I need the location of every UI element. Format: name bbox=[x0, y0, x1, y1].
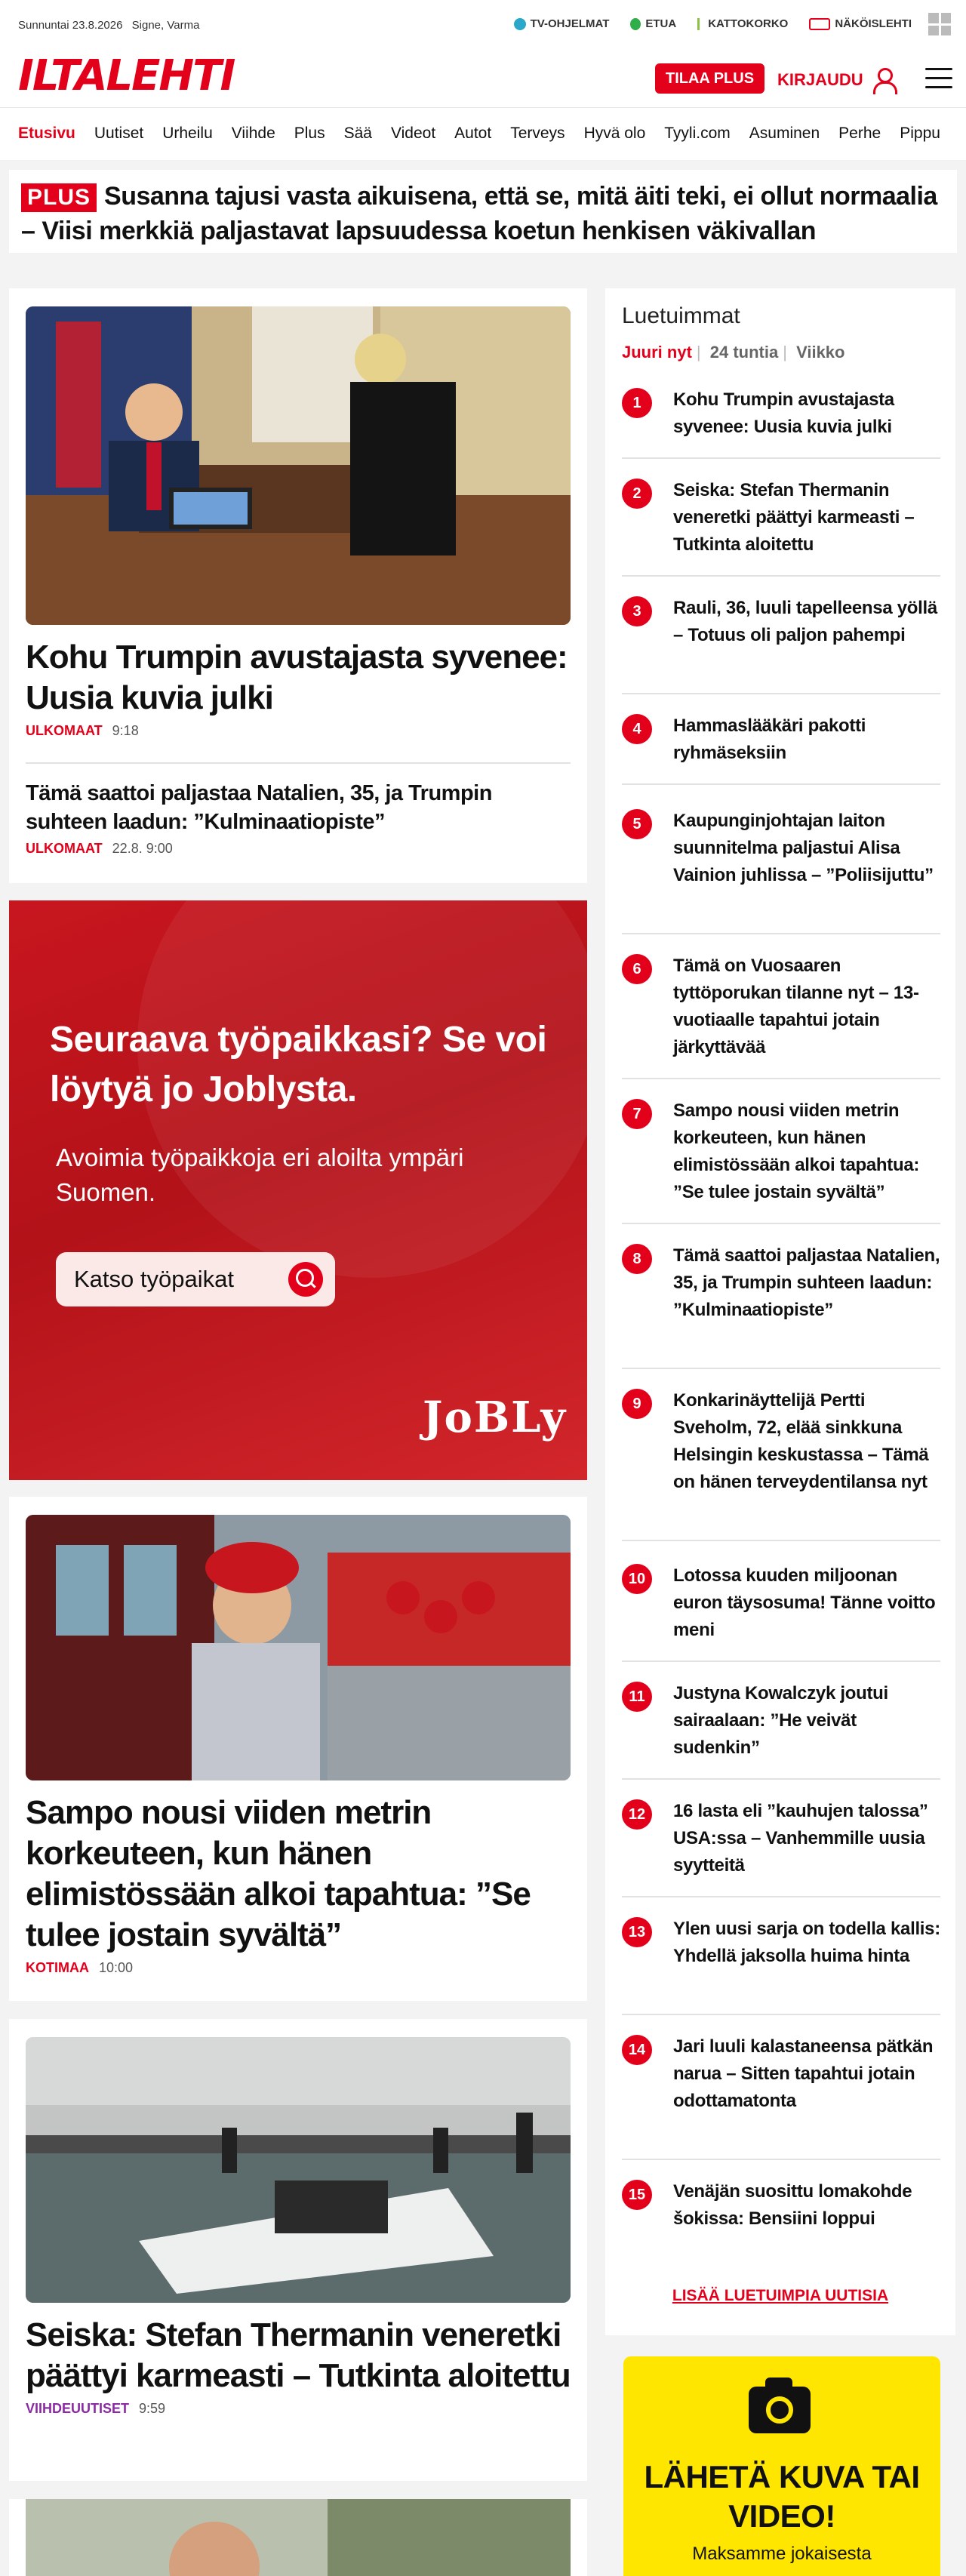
rank-number: 14 bbox=[622, 2035, 652, 2065]
article-card-trump[interactable] bbox=[9, 288, 587, 883]
divider bbox=[622, 693, 940, 694]
divider bbox=[622, 457, 940, 459]
brand-logo[interactable]: ILTALEHTI bbox=[18, 51, 235, 100]
most-read-title: Hammaslääkäri pakotti ryhmäseksiin bbox=[673, 716, 866, 763]
article-time: 10:00 bbox=[99, 1960, 134, 1975]
more-most-read-link[interactable]: LISÄÄ LUETUIMPIA UUTISIA bbox=[672, 2287, 889, 2304]
article-title[interactable]: Sampo nousi viiden metrin korkeuteen, kun hänen elimistössään alkoi tapahtua: ”Se tulee jostain syvältä” bbox=[26, 1794, 531, 1953]
oval-office-photo bbox=[26, 306, 571, 625]
most-read-title: Venäjän suosittu lomakohde šokissa: Bensiini loppui bbox=[673, 2181, 912, 2229]
article-category[interactable]: KOTIMAA bbox=[26, 1960, 89, 1975]
link-nakoislehti[interactable]: NÄKÖISLEHTI bbox=[809, 17, 912, 30]
date: Sunnuntai 23.8.2026 bbox=[18, 19, 123, 32]
tv-icon bbox=[514, 18, 526, 30]
main-navigation bbox=[0, 107, 966, 160]
divider bbox=[622, 1368, 940, 1369]
send-photo-headline: LÄHETÄ KUVA TAI VIDEO! bbox=[644, 2459, 920, 2534]
most-read-title: Sampo nousi viiden metrin korkeuteen, kun hänen elimistössään alkoi tapahtua: ”Se tulee jostain syvältä” bbox=[673, 1100, 920, 1202]
article-title[interactable]: Seiska: Stefan Thermanin veneretki päättyi karmeasti – Tutkinta aloitettu bbox=[26, 2316, 571, 2394]
rank-number: 13 bbox=[622, 1917, 652, 1947]
search-icon bbox=[288, 1262, 323, 1297]
rank-number: 1 bbox=[622, 388, 652, 418]
nav-item-uutiset[interactable]: Uutiset bbox=[94, 125, 144, 142]
name-days: Signe, Varma bbox=[131, 19, 200, 32]
send-photo-box[interactable] bbox=[623, 2356, 940, 2576]
tab-separator: | bbox=[696, 343, 701, 362]
related-title: Tämä saattoi paljastaa Natalien, 35, ja Trumpin suhteen laadun: ”Kulminaatiopiste” bbox=[26, 781, 492, 834]
nav-item-videot[interactable]: Videot bbox=[390, 125, 436, 142]
most-read-title: Tämä saattoi paljastaa Natalien, 35, ja Trumpin suhteen laadun: ”Kulminaatiopiste” bbox=[673, 1245, 940, 1320]
divider bbox=[622, 783, 940, 785]
most-read-title: Ylen uusi sarja on todella kallis: Yhdellä jaksolla huima hinta bbox=[673, 1919, 940, 1966]
joblyad-banner[interactable] bbox=[9, 900, 587, 1480]
ad-cta-label: Katso työpaikat bbox=[74, 1266, 234, 1292]
article-time: 9:59 bbox=[139, 2401, 166, 2416]
utility-links bbox=[514, 17, 912, 30]
nav-item-etusivu[interactable]: Etusivu bbox=[18, 125, 75, 142]
article-image-trump bbox=[26, 306, 571, 625]
article-text-therman bbox=[26, 2315, 571, 2417]
article-image-sampo bbox=[26, 1515, 571, 1780]
rank-number: 15 bbox=[622, 2180, 652, 2210]
apps-grid-icon[interactable] bbox=[928, 13, 951, 35]
sidebar-tabs bbox=[622, 343, 849, 362]
article-image-partial bbox=[26, 2499, 571, 2576]
nav-item-plus[interactable]: Plus bbox=[294, 125, 325, 142]
hamburger-menu-icon[interactable] bbox=[925, 68, 952, 89]
article-text-sampo bbox=[26, 1793, 571, 1976]
rank-number: 2 bbox=[622, 479, 652, 509]
nav-item-terveys[interactable]: Terveys bbox=[510, 125, 565, 142]
divider bbox=[622, 2014, 940, 2015]
jobly-logo: JoBLy bbox=[423, 1393, 568, 1442]
sunken-boat-photo bbox=[26, 2037, 571, 2303]
most-read-title: Seiska: Stefan Thermanin veneretki päättyi karmeasti – Tutkinta aloitettu bbox=[673, 480, 915, 555]
nav-item-urheilu[interactable]: Urheilu bbox=[162, 125, 213, 142]
most-read-title: Rauli, 36, luuli tapelleensa yöllä – Totuus oli paljon pahempi bbox=[673, 598, 937, 645]
most-read-title: 16 lasta eli ”kauhujen talossa” USA:ssa – Vanhemmille uusia syytteitä bbox=[673, 1801, 928, 1876]
firefighter-photo bbox=[26, 1515, 571, 1780]
divider bbox=[622, 1896, 940, 1897]
order-plus-button[interactable]: TILAA PLUS bbox=[655, 63, 764, 94]
rank-number: 5 bbox=[622, 809, 652, 839]
article-meta bbox=[26, 1960, 571, 1976]
divider bbox=[622, 2159, 940, 2160]
related-time: 22.8. 9:00 bbox=[112, 841, 173, 856]
divider bbox=[622, 1778, 940, 1780]
tab-24-tuntia[interactable]: 24 tuntia bbox=[709, 343, 779, 362]
divider bbox=[26, 762, 571, 764]
most-read-sidebar bbox=[605, 288, 955, 2335]
rank-number: 9 bbox=[622, 1389, 652, 1419]
related-meta bbox=[26, 841, 571, 857]
nav-list bbox=[18, 125, 959, 143]
login-label: KIRJAUDU bbox=[777, 70, 863, 89]
article-category[interactable]: VIIHDEUUTISET bbox=[26, 2401, 130, 2416]
kattokorko-icon bbox=[697, 18, 703, 30]
most-read-title: Kohu Trumpin avustajasta syvenee: Uusia kuvia julki bbox=[673, 389, 894, 437]
rank-number: 6 bbox=[622, 954, 652, 984]
newspaper-icon bbox=[809, 18, 830, 30]
link-tv-ohjelmat[interactable]: TV-OHJELMAT bbox=[514, 17, 610, 30]
most-read-title: Tämä on Vuosaaren tyttöporukan tilanne nyt – 13-vuotiaalle tapahtui jotain järkyttävää bbox=[673, 956, 919, 1057]
article-text-trump bbox=[26, 637, 571, 739]
rank-number: 8 bbox=[622, 1244, 652, 1274]
divider bbox=[622, 1540, 940, 1541]
divider bbox=[622, 1660, 940, 1662]
nav-item-autot[interactable]: Autot bbox=[454, 125, 492, 142]
plus-badge: PLUS bbox=[21, 183, 97, 212]
article-card-sampo[interactable] bbox=[9, 1497, 587, 2001]
article-card-therman[interactable] bbox=[9, 2019, 587, 2481]
tab-juuri-nyt[interactable]: Juuri nyt bbox=[622, 343, 692, 362]
nav-item-perhe[interactable]: Perhe bbox=[838, 125, 881, 142]
most-read-title: Konkarinäyttelijä Pertti Sveholm, 72, elää sinkkuna Helsingin keskustassa – Tämä on hänen terveydentilansa nyt bbox=[673, 1390, 929, 1492]
dateline bbox=[18, 19, 205, 32]
rank-number: 11 bbox=[622, 1682, 652, 1712]
etua-icon bbox=[630, 18, 641, 30]
ad-subtext: Avoimia työpaikkoja eri aloilta ympäri Suomen. bbox=[56, 1143, 464, 1206]
most-read-title: Kaupunginjohtajan laiton suunnitelma paljastui Alisa Vainion juhlissa – ”Poliisijuttu” bbox=[673, 811, 934, 885]
man-photo bbox=[26, 2499, 571, 2576]
article-time: 9:18 bbox=[112, 723, 139, 738]
divider bbox=[622, 1223, 940, 1224]
plus-headline: Susanna tajusi vasta aikuisena, että se, mitä äiti teki, ei ollut normaalia – Viisi merkkiä paljastavat lapsuudessa koetun henkisen väkivallan bbox=[21, 182, 937, 245]
plus-headline-wrap bbox=[21, 179, 942, 248]
login-button[interactable] bbox=[777, 66, 897, 94]
article-category[interactable]: ULKOMAAT bbox=[26, 723, 103, 738]
user-icon bbox=[871, 66, 897, 94]
nav-item-asuminen[interactable]: Asuminen bbox=[749, 125, 820, 142]
rank-number: 7 bbox=[622, 1099, 652, 1129]
ad-headline: Seuraava työpaikkasi? Se voi löytyä jo Joblysta. bbox=[50, 1020, 547, 1109]
rank-number: 10 bbox=[622, 1564, 652, 1594]
most-read-title: Justyna Kowalczyk joutui sairaalaan: ”He veivät sudenkin” bbox=[673, 1683, 888, 1758]
nav-item-tyyli-com[interactable]: Tyyli.com bbox=[664, 125, 731, 142]
ad-cta-button[interactable] bbox=[56, 1252, 335, 1306]
site-header bbox=[0, 50, 966, 107]
article-meta bbox=[26, 2401, 571, 2417]
related-article[interactable] bbox=[26, 779, 571, 857]
camera-icon bbox=[749, 2387, 811, 2433]
rank-number: 4 bbox=[622, 714, 652, 744]
nav-item-pippu[interactable]: Pippu bbox=[900, 125, 940, 142]
nav-item-viihde[interactable]: Viihde bbox=[231, 125, 275, 142]
most-read-title: Jari luuli kalastaneensa pätkän narua – Sitten tapahtui jotain odottamatonta bbox=[673, 2036, 934, 2111]
article-image-therman bbox=[26, 2037, 571, 2303]
link-kattokorko[interactable]: KATTOKORKO bbox=[697, 17, 788, 30]
divider bbox=[622, 1078, 940, 1079]
plus-banner[interactable] bbox=[9, 170, 957, 253]
divider bbox=[622, 933, 940, 934]
nav-item-hyvä-olo[interactable]: Hyvä olo bbox=[583, 125, 646, 142]
rank-number: 3 bbox=[622, 596, 652, 626]
sidebar-title: Luetuimmat bbox=[622, 303, 740, 328]
tab-viikko[interactable]: Viikko bbox=[796, 343, 845, 362]
tab-separator: | bbox=[783, 343, 787, 362]
rank-number: 12 bbox=[622, 1799, 652, 1830]
nav-item-sää[interactable]: Sää bbox=[343, 125, 372, 142]
article-card-partial[interactable] bbox=[9, 2499, 587, 2576]
link-etua[interactable]: ETUA bbox=[630, 17, 676, 30]
divider bbox=[622, 575, 940, 577]
most-read-title: Lotossa kuuden miljoonan euron täysosuma! Tänne voitto meni bbox=[673, 1565, 936, 1640]
top-utility-bar bbox=[0, 0, 966, 50]
article-title[interactable]: Kohu Trumpin avustajasta syvenee: Uusia kuvia julki bbox=[26, 639, 568, 716]
article-meta bbox=[26, 723, 571, 739]
related-category[interactable]: ULKOMAAT bbox=[26, 841, 103, 856]
send-photo-subtext: Maksamme jokaisesta bbox=[692, 2544, 872, 2564]
